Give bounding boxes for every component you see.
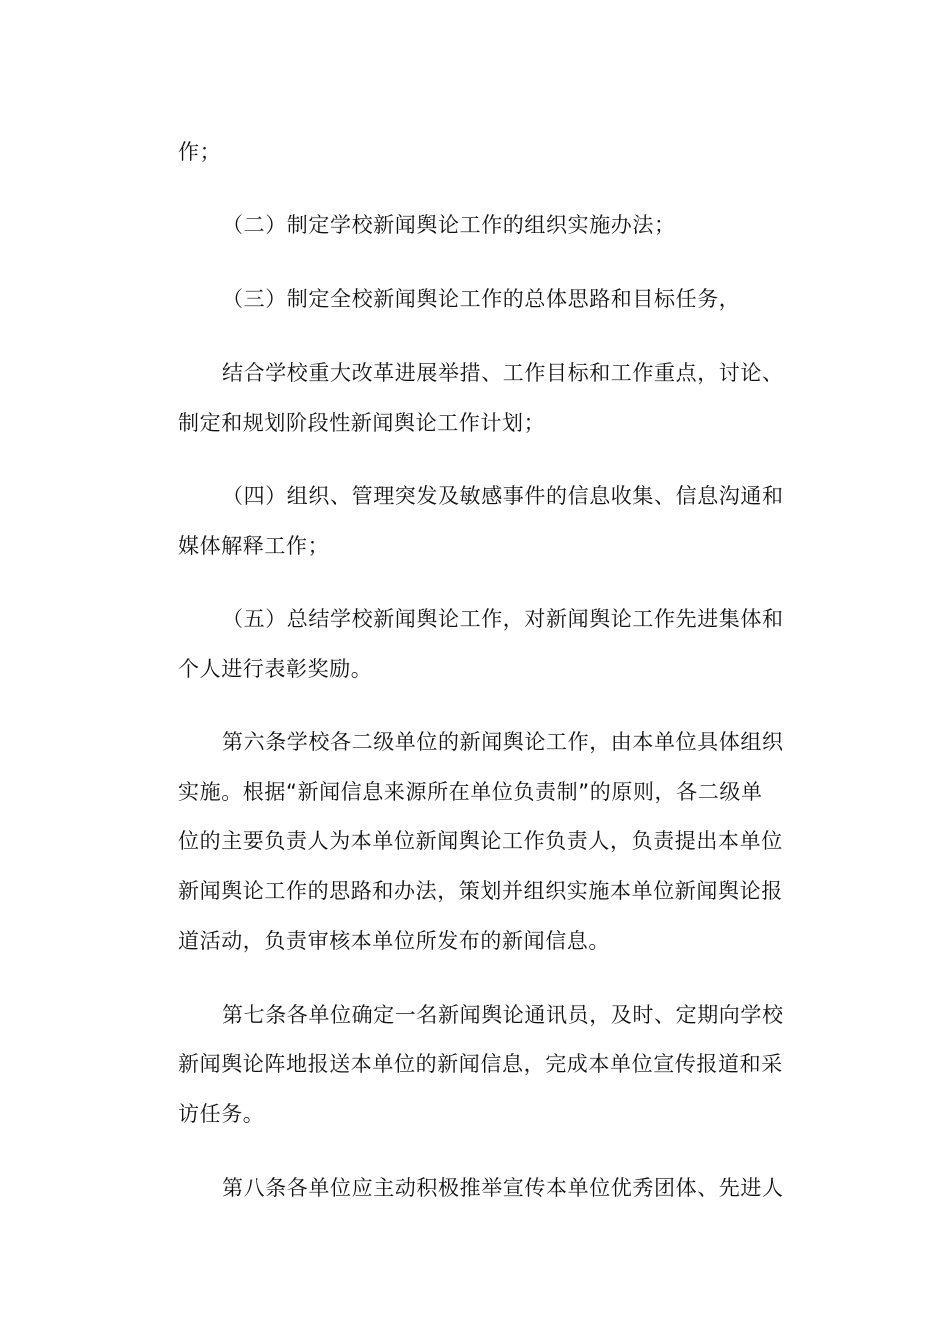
text-line: 结合学校重大改革进展举措、工作目标和工作重点，讨论、 <box>222 361 784 385</box>
text-line: 位的主要负责人为本单位新闻舆论工作负责人，负责提出本单位 <box>178 829 783 853</box>
text-line: 第六条学校各二级单位的新闻舆论工作，由本单位具体组织 <box>222 730 784 754</box>
text-line: 道活动，负责审核本单位所发布的新闻信息。 <box>178 929 610 953</box>
text-line: 实施。根据“新闻信息来源所在单位负责制”的原则，各二级单 <box>178 780 763 804</box>
text-line: 访任务。 <box>178 1102 265 1126</box>
text-line: （二）制定学校新闻舆论工作的组织实施办法； <box>222 213 676 237</box>
text-line: 个人进行表彰奖励。 <box>178 657 373 681</box>
text-line: 媒体解释工作； <box>178 534 330 558</box>
text-line: 作； <box>178 140 222 164</box>
text-line: （三）制定全校新闻舆论工作的总体思路和目标任务， <box>222 287 741 311</box>
text-line: 第八条各单位应主动积极推举宣传本单位优秀团体、先进人 <box>222 1176 784 1200</box>
text-line: 制定和规划阶段性新闻舆论工作计划； <box>178 411 546 435</box>
text-line: （五）总结学校新闻舆论工作，对新闻舆论工作先进集体和 <box>222 607 784 631</box>
text-line: （四）组织、管理突发及敏感事件的信息收集、信息沟通和 <box>222 484 784 508</box>
text-line: 新闻舆论工作的思路和办法，策划并组织实施本单位新闻舆论报 <box>178 879 783 903</box>
text-line: 第七条各单位确定一名新闻舆论通讯员，及时、定期向学校 <box>222 1003 784 1027</box>
text-line: 新闻舆论阵地报送本单位的新闻信息，完成本单位宣传报道和采 <box>178 1052 783 1076</box>
